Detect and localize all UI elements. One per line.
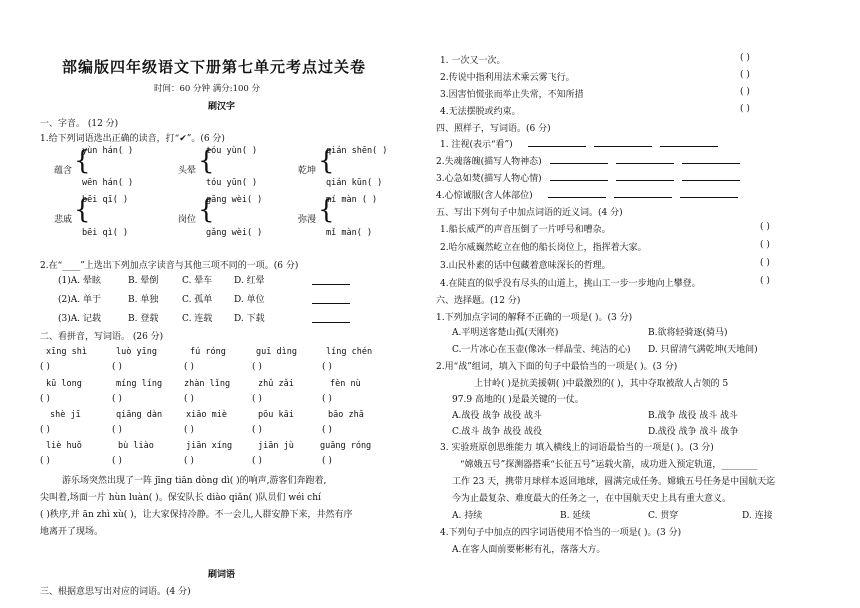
answer-box[interactable]: ( ) [740,53,750,63]
definition-item: 2.传说中指利用法术乘云雾飞行。 [440,73,575,83]
part-title-characters: 刷汉字 [208,102,236,112]
answer-box[interactable]: ( ) [40,362,50,372]
word-label: 乾坤 [298,166,317,176]
answer-box[interactable]: ( ) [322,362,332,372]
answer-box[interactable]: ( ) [184,362,194,372]
answer-box[interactable]: ( ) [112,456,122,466]
pinyin-prompt: bù liào [118,441,154,451]
choice-option[interactable]: C. 贯穿 [648,511,679,521]
question-text: “嫦娥五号”探测器搭乘“长征五号”运载火箭，成功进入预定轨道，________ [460,460,758,470]
pinyin-option[interactable]: gāng wèi( ) [206,195,263,205]
word-label: 头晕 [178,166,197,176]
option: D. 红晕 [234,276,265,286]
answer-blank[interactable] [312,284,350,285]
option: C. 连载 [182,314,213,324]
choice-question-3: 3. 实验班原创思维能力 填入横线上的词语最恰当的一项是( )。(3 分) [440,443,714,453]
choice-option[interactable]: B.欲将轻骑逐(骑马) [648,328,728,338]
pinyin-prompt: fèn nù [330,379,361,389]
pinyin-option[interactable]: mǐ màn( ) [326,228,373,238]
brace: { [318,195,335,225]
section-3-heading: 三、根据意思写出对应的词语。(4 分) [40,587,191,597]
section-1-heading: 一、字音。 (12 分) [40,119,119,129]
answer-box[interactable]: ( ) [322,394,332,404]
answer-box[interactable]: ( ) [760,276,770,286]
pinyin-prompt: xīng shì [46,347,87,357]
sentence-item: 4.在陡直的似乎没有尽头的山道上，挑山工一步一步地向上攀登。 [440,279,701,289]
page-title: 部编版四年级语文下册第七单元考点过关卷 [62,58,367,76]
answer-box[interactable]: ( ) [112,394,122,404]
choice-option[interactable]: A.平明送客楚山孤(天刚亮) [452,328,559,338]
pinyin-option[interactable]: tóu yūn( ) [206,178,258,188]
answer-box[interactable]: ( ) [184,425,194,435]
pinyin-prompt: líng chén [326,347,373,357]
pinyin-prompt: guāng róng [320,441,372,451]
pinyin-prompt: zhǔ zǎi [258,379,294,389]
example-item: 2.失魂落魄(描写人物神态) [436,157,542,167]
answer-box[interactable]: ( ) [252,362,262,372]
choice-option[interactable]: D. 只留清气满乾坤(天地间) [648,345,758,355]
answer-blank[interactable] [548,197,606,198]
answer-blank[interactable] [550,163,608,164]
choice-option[interactable]: A.在客人面前要彬彬有礼，落落大方。 [452,545,606,555]
pinyin-prompt: xiāo miè [186,410,227,420]
word-label: 弥漫 [298,215,317,225]
example-item: 4.心惊诚服(含人体部位) [436,191,533,201]
option: (3)A. 记载 [58,314,101,324]
question-text: 上甘岭( )是抗美援朝( )中最激烈的( )，其中夺取被敌人占领的 5 [474,379,729,389]
pinyin-prompt: jiān jù [258,441,294,451]
pinyin-prompt: liè huǒ [46,441,82,451]
option: (2)A. 单于 [58,295,101,305]
pinyin-prompt: zhàn lǐng [184,379,231,389]
answer-box[interactable]: ( ) [184,456,194,466]
option: (1)A. 晕眩 [58,276,101,286]
brace: { [74,146,91,176]
option: B. 单独 [128,295,159,305]
answer-box[interactable]: ( ) [112,362,122,372]
passage-line: ( )秩序,并 ān zhì xù( )，让大家保持冷静。不一会儿,人群安静下来，井然有序 [40,510,353,520]
sentence-item: 2.哈尔威巍然屹立在他的船长岗位上，指挥着大家。 [440,243,647,253]
question-text: 今为止最复杂、难度最大的任务之一，在中国航天史上具有重大意义。 [452,494,732,504]
answer-box[interactable]: ( ) [252,425,262,435]
pinyin-option[interactable]: gǎng wèi( ) [206,228,263,238]
brace: { [198,146,215,176]
example-item: 1. 注视(表示“看”) [440,140,513,150]
passage-line: 尖叫着,场面一片 hùn luàn( )。保安队长 diào qiǎn( )队员们 wéi chí [40,493,321,503]
choice-question-2: 2.用“战”组词，填入下面的句子中最恰当的一项是( )。(3 分) [436,362,678,372]
pinyin-prompt: qiāng dàn [116,410,163,420]
pinyin-option[interactable]: mí màn ( ) [326,195,378,205]
pinyin-prompt: luò yīng [116,347,157,357]
choice-option[interactable]: B. 延续 [560,511,591,521]
example-item: 3.心急如焚(描写人物心情) [436,174,542,184]
word-label: 岗位 [178,215,197,225]
answer-blank[interactable] [528,146,586,147]
answer-box[interactable]: ( ) [740,87,750,97]
choice-question-1: 1.下列加点字词的解释不正确的一项是( )。(3 分) [436,313,633,323]
pinyin-prompt: míng líng [116,379,163,389]
answer-blank[interactable] [682,180,740,181]
choice-option[interactable]: A. 持续 [452,511,483,521]
definition-item: 1. 一次又一次。 [440,56,506,66]
question-1-2: 2.在“____”上选出下列加点字读音与其他三项不同的一项。(6 分) [40,261,299,271]
brace: { [198,195,215,225]
pinyin-option[interactable]: yùn hán( ) [82,146,134,156]
answer-box[interactable]: ( ) [252,394,262,404]
section-5-heading: 五、写出下列句子中加点词语的近义词。(4 分) [436,208,623,218]
answer-box[interactable]: ( ) [40,425,50,435]
pinyin-prompt: shè jī [50,410,81,420]
pinyin-prompt: jiān xíng [186,441,233,451]
answer-blank[interactable] [660,146,718,147]
choice-option[interactable]: C.战斗 战争 战役 战役 [452,427,543,437]
answer-box[interactable]: ( ) [760,240,770,250]
question-text: 97.9 高地的( )是最关键的一仗。 [452,395,584,405]
answer-blank[interactable] [594,146,652,147]
word-label: 蕴含 [54,166,73,176]
question-1-1: 1.给下列词语选出正确的读音，打“✔”。(6 分) [40,134,225,144]
answer-blank[interactable] [682,163,740,164]
answer-blank[interactable] [616,180,674,181]
definition-item: 4.无法摆脱或约束。 [440,107,521,117]
answer-box[interactable]: ( ) [322,456,332,466]
answer-box[interactable]: ( ) [112,425,122,435]
question-text: 工作 23 天，携带月球样本返回地球，圆满完成任务。嫦娥五号任务是中国航天迄 [452,477,776,487]
option: B. 晕倒 [128,276,159,286]
answer-box[interactable]: ( ) [40,456,50,466]
choice-option[interactable]: D. 连接 [742,511,773,521]
pinyin-prompt: fú róng [190,347,226,357]
pinyin-option[interactable]: wēn hán( ) [82,178,134,188]
definition-item: 3.因害怕慌张而举止失常，不知所措 [440,90,584,100]
choice-option[interactable]: C.一片冰心在玉壶(像冰一样晶莹、纯洁的心) [452,345,631,355]
option: D. 单位 [234,295,265,305]
choice-option[interactable]: A.战役 战争 战役 战斗 [452,411,542,421]
answer-blank[interactable] [616,163,674,164]
answer-box[interactable]: ( ) [252,456,262,466]
pinyin-option[interactable]: bēi qì( ) [82,228,129,238]
answer-blank[interactable] [312,303,350,304]
pinyin-option[interactable]: qián kūn( ) [326,178,383,188]
answer-box[interactable]: ( ) [740,70,750,80]
word-label: 悲戚 [54,215,73,225]
answer-box[interactable]: ( ) [40,394,50,404]
choice-question-4: 4.下列句子中加点的四字词语使用不恰当的一项是( )。(3 分) [440,528,682,538]
answer-blank[interactable] [680,197,738,198]
section-6-heading: 六、选择题。(12 分) [436,296,521,306]
answer-box[interactable]: ( ) [740,104,750,114]
passage-line: 游乐场突然出现了一阵 jīng tiān dòng dì( )的响声,游客们奔跑着, [62,476,327,486]
choice-option[interactable]: B.战争 战役 战斗 战斗 [648,411,739,421]
option: C. 孤单 [182,295,213,305]
pinyin-prompt: bāo zhā [328,410,364,420]
answer-box[interactable]: ( ) [184,394,194,404]
part-title-words: 刷词语 [208,570,236,580]
section-2-heading: 二、看拼音，写词语。 (26 分) [40,332,164,342]
answer-blank[interactable] [614,197,672,198]
choice-option[interactable]: D.战役 战争 战斗 战争 [648,427,739,437]
brace: { [74,195,91,225]
answer-blank[interactable] [312,322,350,323]
pinyin-prompt: kū long [46,379,82,389]
pinyin-option[interactable]: qián shēn( ) [326,146,388,156]
answer-blank[interactable] [550,180,608,181]
section-4-heading: 四、照样子，写词语。(6 分) [436,124,551,134]
option: B. 登载 [128,314,159,324]
answer-box[interactable]: ( ) [760,258,770,268]
passage-line: 地离开了现场。 [40,527,104,537]
pinyin-prompt: guī dìng [256,347,297,357]
exam-subtitle: 时间：60 分钟 满分:100 分 [154,84,261,94]
sentence-item: 3.山民朴素的话中包藏着意味深长的哲理。 [440,261,611,271]
brace: { [318,146,335,176]
option: C. 晕车 [182,276,213,286]
pinyin-prompt: pōu kāi [258,410,294,420]
option: D. 下载 [234,314,265,324]
answer-box[interactable]: ( ) [322,425,332,435]
answer-box[interactable]: ( ) [760,222,770,232]
sentence-item: 1.船长威严的声音压倒了一片呼号和嘈杂。 [440,225,611,235]
pinyin-option[interactable]: tóu yùn( ) [206,146,258,156]
pinyin-option[interactable]: bēi qī( ) [82,195,129,205]
